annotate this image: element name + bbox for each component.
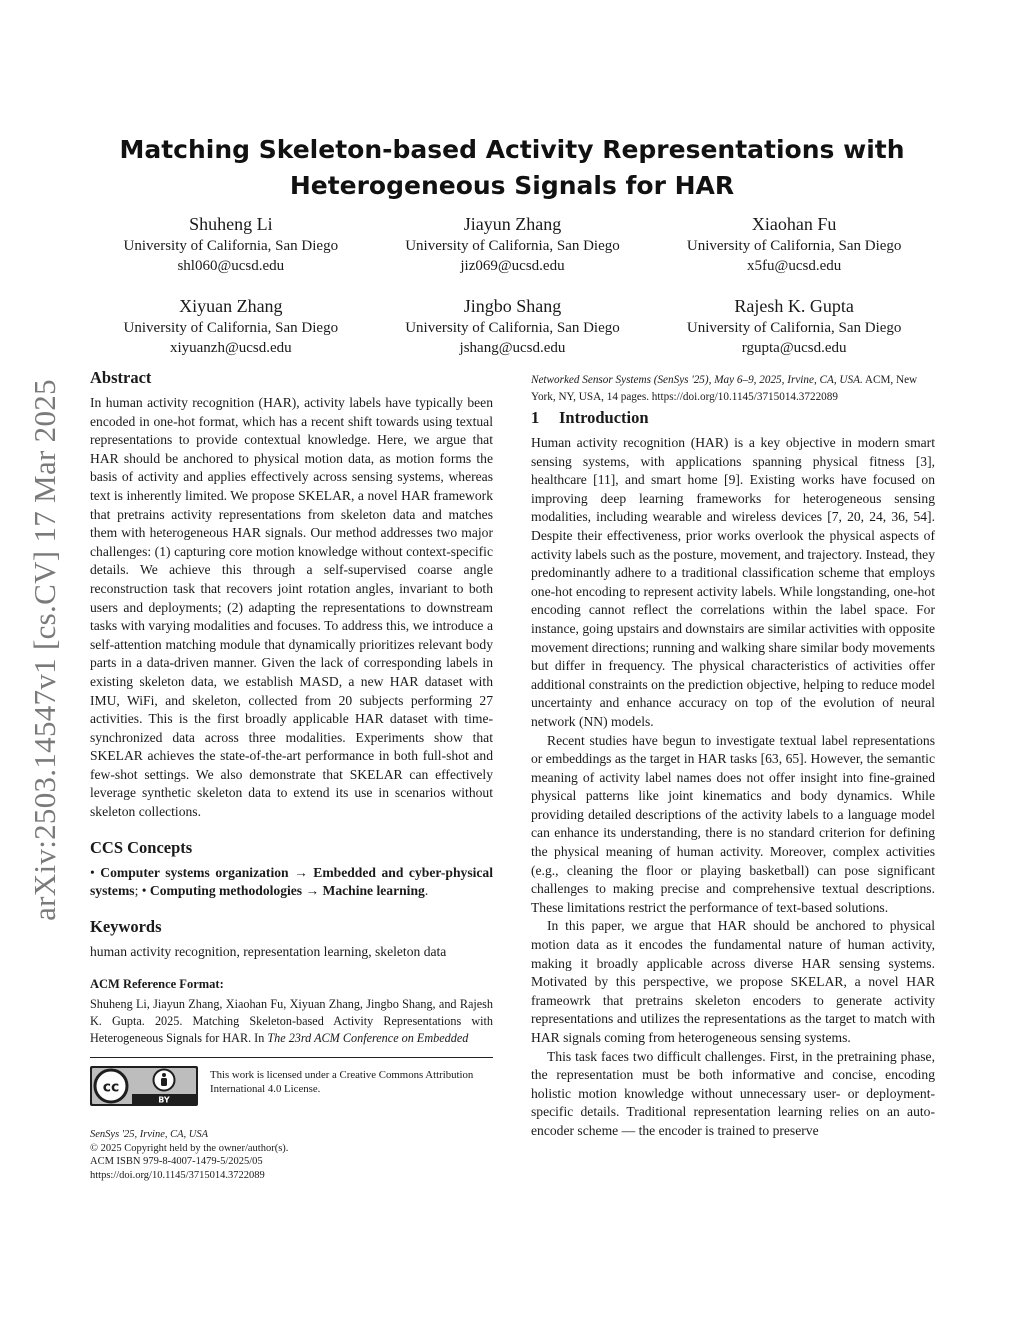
ccs-heading: CCS Concepts	[90, 837, 193, 857]
ccs-concepts: • Computer systems organization → Embedded and cyber-physical systems; • Computing methodologies → Machine learning.	[90, 864, 494, 899]
cc-by-license-icon	[90, 1066, 198, 1106]
license-text: This work is licensed under a Creative Commons Attribution International 4.0 License.	[210, 1069, 474, 1096]
author-card	[372, 212, 654, 276]
copyright-line: © 2025 Copyright held by the owner/author(s).	[90, 1142, 289, 1154]
title-line-2: Heterogeneous Signals for HAR	[289, 171, 735, 200]
author-email: shl060@ucsd.edu	[177, 258, 285, 274]
intro-paragraph: This task faces two difficult challenges. First, in the pretraining phase, the representation must be both informative and concise, encoding holistic motion knowledge without unnecessary user- or deployment-specific details. Traditional representation learning relies on an auto-encoder scheme — the encoder is trained to preserve	[531, 1048, 935, 1138]
author-email: jshang@ucsd.edu	[459, 340, 566, 356]
conference-venue: SenSys '25, Irvine, CA, USA	[90, 1129, 209, 1141]
author-card	[653, 294, 935, 358]
author-name: Rajesh K. Gupta	[734, 296, 854, 316]
introduction-heading: 1 Introduction	[531, 408, 649, 427]
intro-paragraph: Recent studies have begun to investigate textual label representations or embeddings as the target in HAR tasks [63, 65]. However, the semantic meaning of activity label names does not offer insight into fine-grained physical patterns like joint kinematics and body dynamics. While providing detailed descriptions of the activity labels to a language model can enhance its understanding, there is no standard criterion for defining the physical meaning of human activity. Moreover, complex activities (e.g., cleaning the floor or playing basketball) can pose significant challenges to making precise and comprehensive textual descriptions. These limitations restrict the performance of text-based solutions.	[531, 732, 935, 915]
author-affiliation: University of California, San Diego	[686, 320, 902, 336]
arxiv-identifier-text: arXiv:2503.14547v1 [cs.CV] 17 Mar 2025	[27, 379, 62, 921]
abstract-heading: Abstract	[90, 368, 152, 387]
keywords-text: human activity recognition, representation learning, skeleton data	[90, 943, 447, 959]
author-name: Jiayun Zhang	[463, 214, 562, 234]
author-affiliation: University of California, San Diego	[123, 238, 339, 254]
acm-reference-heading: ACM Reference Format:	[90, 977, 224, 992]
isbn-line: ACM ISBN 979-8-4007-1479-5/2025/05	[90, 1156, 263, 1168]
conference-info	[90, 1128, 493, 1182]
author-email: xiyuanzh@ucsd.edu	[169, 340, 292, 356]
intro-paragraph: In this paper, we argue that HAR should be anchored to physical motion data as it encodes the fundamental nature of human activity, making it broadly applicable across diverse HAR sensing systems. Motivated by this perspective, we propose SKELAR, a novel HAR frameowrk that pretrains skeleton encoders to generate activity representations and utilizes the representations as the target to match with HAR signals coming from heterogeneous sensing systems.	[531, 918, 935, 1045]
license-block	[90, 1057, 493, 1106]
author-card	[372, 294, 654, 358]
author-name: Jingbo Shang	[463, 296, 562, 316]
keywords-heading: Keywords	[90, 916, 162, 936]
author-affiliation: University of California, San Diego	[405, 238, 620, 254]
author-affiliation: University of California, San Diego	[686, 238, 902, 254]
doi-link[interactable]: https://doi.org/10.1145/3715014.3722089	[90, 1169, 265, 1181]
acm-reference-text: Shuheng Li, Jiayun Zhang, Xiaohan Fu, Xiyuan Zhang, Jingbo Shang, and Rajesh K. Gupta. 2025. Matching Skeleton-based Activity Representations with Heterogeneous Signals for HAR. In The 23rd ACM Conference on Embedded	[90, 997, 493, 1046]
author-affiliation: University of California, San Diego	[123, 320, 339, 336]
right-column	[531, 372, 935, 1141]
author-email: rgupta@ucsd.edu	[741, 340, 847, 356]
cc-label: cc	[102, 1079, 120, 1096]
intro-paragraph: Human activity recognition (HAR) is a key objective in modern smart sensing systems, with applications spanning physical fitness [3], healthcare [11], and smart home [9]. Existing works have focused on improving deep learning frameworks for heterogeneous sensing modalities, including wearable and wireless devices [7, 20, 24, 36, 54]. Despite their effectiveness, prior works overlook the physical aspects of activity labels such as the posture, movement, and trajectory. Instead, they predominantly adhere to a traditional classification scheme that employs one-hot encoding to represent activity labels. While longstanding, one-hot encoding cannot reflect the correlations within the label space. For instance, going upstairs and downstairs are similar activities with opposite movement directions; running and walking share similar body movements but differ in frequency. The physical characteristics of activities offer additional constraints on the prediction objective, helping to reduce model uncertainty and enhance accuracy on top of the evolution of neural network (NN) models.	[531, 435, 935, 729]
author-affiliation: University of California, San Diego	[405, 320, 620, 336]
author-email: x5fu@ucsd.edu	[747, 258, 842, 274]
abstract-text: In human activity recognition (HAR), activity labels have typically been encoded in one-hot format, which has a recent shift towards using textual representations to provide contextual knowledge. Here, we argue that HAR should be anchored to physical motion data, as motion forms the basis of activity and applies effectively across sensing systems, whereas text is inherently limited. We propose SKELAR, a novel HAR framework that pretrains activity representations from skeleton data and matches them with heterogeneous HAR signals. Our method addresses two major challenges: (1) capturing core motion knowledge without context-specific details. We achieve this through a self-supervised coarse angle reconstruction task that recovers joint rotation angles, invariant to both users and deployments; (2) adapting the representations to downstream tasks with varying modalities and focuses. To address this, we introduce a self-attention matching module that dynamically prioritizes relevant body parts in a data-driven manner. Given the lack of corresponding labels in existing skeleton data, we establish MASD, a new HAR dataset with IMU, WiFi, and skeleton, collected from 20 subjects performing 27 activities. This is the first broadly applicable HAR dataset with time-synchronized data across three modalities. Experiments show that SKELAR achieves the state-of-the-art performance in both full-shot and few-shot settings. We also demonstrate that SKELAR can effectively leverage synthetic skeleton data to extend its use in scenarios without skeleton collections.	[90, 395, 493, 820]
title-line-1: Matching Skeleton-based Activity Representations with	[119, 135, 905, 164]
author-card	[653, 212, 935, 276]
author-card	[90, 294, 372, 358]
author-card	[90, 212, 372, 276]
author-block	[90, 212, 935, 358]
author-name: Shuheng Li	[189, 214, 273, 234]
left-column	[90, 366, 493, 1182]
author-email: jiz069@ucsd.edu	[460, 258, 565, 274]
author-name: Xiaohan Fu	[751, 214, 837, 234]
author-name: Xiyuan Zhang	[179, 296, 283, 316]
arxiv-identifier	[22, 350, 68, 950]
by-label: BY	[158, 1095, 170, 1105]
paper-title	[100, 132, 924, 204]
reference-continuation: Networked Sensor Systems (SenSys '25), May 6–9, 2025, Irvine, CA, USA. ACM, New York, NY, USA, 14 pages. https://doi.org/10.1145/3715014.3722089	[531, 374, 918, 403]
